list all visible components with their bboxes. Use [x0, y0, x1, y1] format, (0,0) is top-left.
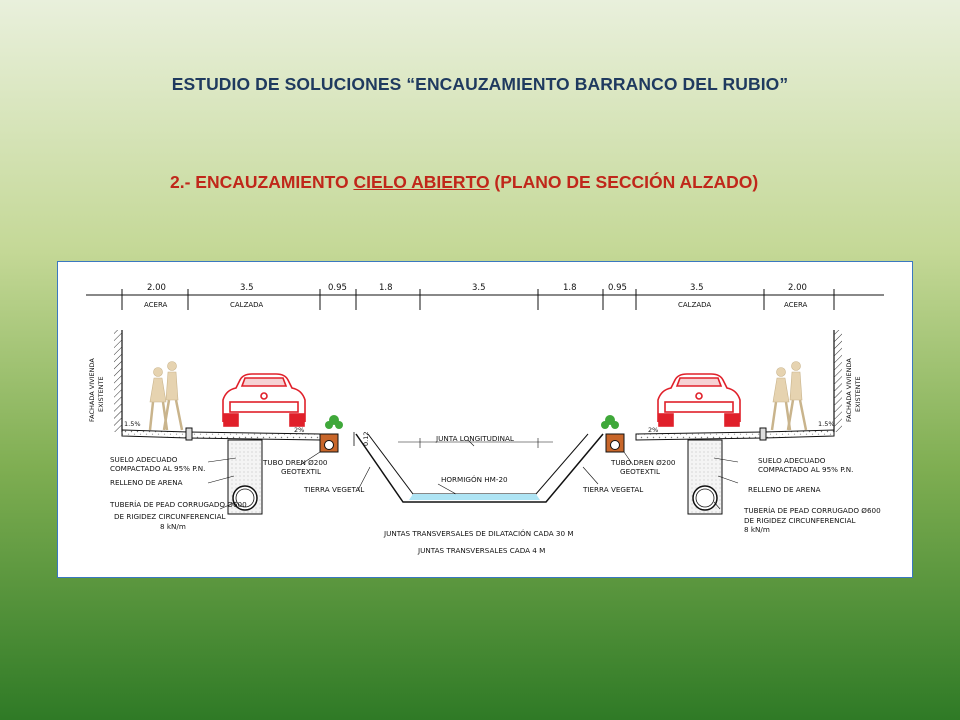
label-tubo-dren-left: TUBO DREN Ø200 [263, 458, 328, 467]
label-tubo-dren-right: TUBO DREN Ø200 [611, 458, 676, 467]
label-tuberia-2-right: DE RIGIDEZ CIRCUNFERENCIAL [744, 516, 856, 525]
page-title: ESTUDIO DE SOLUCIONES “ENCAUZAMIENTO BARRANCO DEL RUBIO” [171, 74, 789, 94]
facade-label-left-1: FACHADA VIVIENDA [88, 358, 96, 422]
label-tuberia-1-left: TUBERÍA DE PEAD CORRUGADO Ø600 [110, 500, 247, 509]
facade-label-right-2: EXISTENTE [854, 376, 862, 412]
label-suelo-2-right: COMPACTADO AL 95% P.N. [758, 465, 854, 474]
slope-label-left: 1.5% [124, 420, 141, 428]
label-juntas-transversales: JUNTAS TRANSVERSALES CADA 4 M [418, 546, 546, 555]
drain-left [320, 434, 338, 452]
car-right [658, 374, 740, 426]
cross-section-drawing [57, 261, 913, 578]
subtitle-suffix: (PLANO DE SECCIÓN ALZADO) [489, 172, 759, 192]
label-suelo-1: SUELO ADECUADO [110, 455, 178, 464]
cross-section-svg [58, 262, 912, 577]
label-relleno-left: RELLENO DE ARENA [110, 478, 183, 487]
dim-label: 2.00 [147, 283, 166, 293]
label-tierra-left: TIERRA VEGETAL [304, 485, 365, 494]
dim-label: 3.5 [690, 283, 704, 293]
car-left [223, 374, 305, 426]
page-subtitle [170, 172, 758, 193]
subtitle-underlined: CIELO ABIERTO [353, 172, 490, 192]
curb-left [186, 428, 192, 440]
label-hormigon: HORMIGÓN HM-20 [441, 475, 508, 484]
label-relleno-right: RELLENO DE ARENA [748, 485, 821, 494]
pavement-left [122, 430, 320, 440]
facade-label-left-2: EXISTENTE [97, 376, 105, 412]
slope-label-left-road: 2% [294, 426, 305, 434]
zone-label: CALZADA [678, 301, 712, 309]
dim-label: 3.5 [240, 283, 254, 293]
pavement-right [636, 430, 834, 440]
label-juntas-dilatacion: JUNTAS TRANSVERSALES DE DILATACIÓN CADA 30 M [384, 529, 574, 538]
subtitle-prefix: 2.- ENCAUZAMIENTO [170, 172, 354, 192]
facade-left [114, 330, 122, 432]
label-tuberia-1-right: TUBERÍA DE PEAD CORRUGADO Ø600 [744, 506, 881, 515]
dim-label: 0.95 [328, 283, 347, 293]
label-tuberia-2-left: DE RIGIDEZ CIRCUNFERENCIAL [114, 512, 226, 521]
slope-label-right: 1.5% [818, 420, 835, 428]
tree-right [601, 415, 619, 429]
zone-label: CALZADA [230, 301, 264, 309]
label-suelo-2: COMPACTADO AL 95% P.N. [110, 464, 206, 473]
dim-label: 0.95 [608, 283, 627, 293]
dim-label: 2.00 [788, 283, 807, 293]
pedestrians-right [772, 362, 806, 431]
label-geotextil-left: GEOTEXTIL [281, 467, 322, 476]
facade-right [834, 330, 842, 432]
label-tuberia-3-right: 8 kN/m [744, 525, 770, 534]
label-tuberia-3-left: 8 kN/m [160, 522, 186, 531]
drain-right [606, 434, 624, 452]
facade-label-right-1: FACHADA VIVIENDA [845, 358, 853, 422]
slope-label-right-road: 2% [648, 426, 659, 434]
label-junta-longitudinal: JUNTA LONGITUDINAL [436, 434, 514, 443]
tree-left [325, 415, 343, 429]
height-label: 0.12 [362, 431, 370, 446]
pedestrians-left [150, 362, 182, 431]
dim-label: 3.5 [472, 283, 486, 293]
dim-label: 1.8 [563, 283, 577, 293]
label-tierra-right: TIERRA VEGETAL [583, 485, 644, 494]
dim-label: 1.8 [379, 283, 393, 293]
curb-right [760, 428, 766, 440]
dimension-values [147, 283, 807, 293]
label-suelo-1-right: SUELO ADECUADO [758, 456, 826, 465]
pipe-trench-right [688, 440, 722, 514]
label-geotextil-right: GEOTEXTIL [620, 467, 661, 476]
channel-section [356, 431, 603, 502]
zone-label: ACERA [784, 301, 808, 309]
zone-labels [144, 301, 808, 309]
zone-label: ACERA [144, 301, 168, 309]
